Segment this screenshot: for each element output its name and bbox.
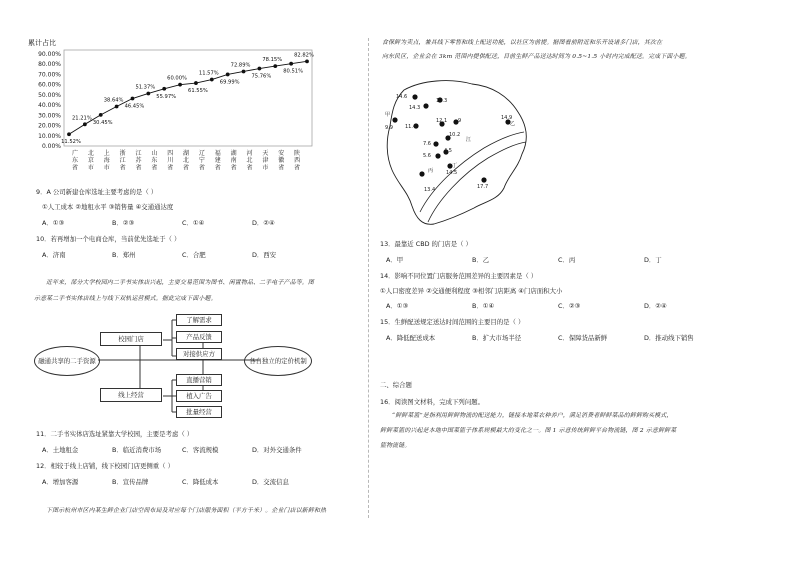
chart-x-tick-9: 福建省 xyxy=(214,150,221,172)
chart-x-tick-13: 安徽省 xyxy=(278,150,285,172)
chart-point-1 xyxy=(83,122,87,126)
diagram-box-online: 线上经营 xyxy=(100,388,162,402)
chart-point-7 xyxy=(178,83,182,87)
map-river-lower xyxy=(428,142,526,222)
q9-option-b[interactable]: B．②③ xyxy=(112,219,135,227)
chart-x-tick-3: 浙江省 xyxy=(119,150,126,172)
q10-option-c[interactable]: C．合肥 xyxy=(182,251,206,259)
q13-option-d[interactable]: D．丁 xyxy=(644,256,662,264)
chart-x-tick-0: 广东省 xyxy=(71,150,79,172)
chart-y-tick-2: 20.00% xyxy=(38,122,61,130)
column-divider xyxy=(368,38,369,518)
diagram-item-bulk: 批量经营 xyxy=(176,406,222,418)
q12-stem: 12．相较于线上店铺，线下校园门店更侧重（ ） xyxy=(36,462,174,470)
chart-point-label-1: 21.21% xyxy=(71,115,92,122)
q9-option-a[interactable]: A．①③ xyxy=(42,219,65,227)
q14-option-c[interactable]: C．②③ xyxy=(558,302,581,310)
passage1-line1: 近年来，部分大学校园内二手书实体店兴起，主要交易范围为图书、闲置物品、二手电子产品等。图 xyxy=(46,280,314,286)
q14-option-b[interactable]: B．①④ xyxy=(472,302,495,310)
chart-x-tick-12: 天津市 xyxy=(262,150,269,172)
q13-stem: 13．最靠近 CBD 的门店是（ ） xyxy=(380,240,472,248)
q15-option-b[interactable]: B．扩大市场半径 xyxy=(472,334,522,342)
store-dot-4 xyxy=(392,117,397,122)
passage-continued-line2: 向东民区，企业会在 3km 范围内提供配送，目前生鲜产品送达时间为 0.5~1.5 小时内完成配送。完成下面小题。 xyxy=(382,54,691,60)
chart-y-tick-8: 80.00% xyxy=(38,61,61,69)
diagram-item-supplier: 对接供应方 xyxy=(176,348,222,360)
chart-point-label-10: 69.99% xyxy=(219,79,240,86)
chart-x-tick-2: 上海市 xyxy=(103,150,110,172)
chart-point-label-4: 46.45% xyxy=(124,103,145,110)
chart-x-tick-8: 辽宁省 xyxy=(198,150,205,172)
q12-option-d[interactable]: D．交流信息 xyxy=(252,478,289,486)
q10-option-a[interactable]: A．济南 xyxy=(42,251,66,259)
map-value-10: 5.6 xyxy=(423,153,431,159)
q14-items: ①人口密度差异 ②交通便利程度 ③相邻门店距离 ④门店面积大小 xyxy=(380,287,563,295)
chart-x-tick-1: 北京市 xyxy=(87,150,94,172)
chart-point-label-9: 11.57% xyxy=(198,70,219,77)
chart-x-tick-6: 四川省 xyxy=(167,150,174,172)
q12-option-b[interactable]: B．宣传品牌 xyxy=(112,478,149,486)
q9-stem: 9．A 公司新建仓库选址主要考虑的是（ ） xyxy=(36,188,158,196)
map-label-jia: 甲 xyxy=(385,112,391,118)
map-value-2: 10.3 xyxy=(436,98,448,104)
q13-option-b[interactable]: B．乙 xyxy=(472,256,490,264)
map-value-15: 14.9 xyxy=(501,115,513,121)
chart-y-tick-3: 30.00% xyxy=(38,112,61,120)
store-dot-14 xyxy=(481,177,486,182)
chart-point-label-7: 60.00% xyxy=(167,75,187,82)
q15-option-d[interactable]: D．推动线下销售 xyxy=(644,334,694,342)
diagram-ellipse-shared-resources: 融通共享的二手资源 xyxy=(34,346,100,376)
chart-point-label-0: 11.52% xyxy=(61,139,81,146)
chart-point-8 xyxy=(194,81,198,85)
store-dot-3 xyxy=(423,103,428,108)
q9-items: ①人工成本 ②地租水平 ③销售量 ④交通通达度 xyxy=(42,203,174,211)
chart-point-label-15: 82.82% xyxy=(294,52,314,59)
q11-stem: 11．二手书实体店选址紧靠大学校园，主要是考虑（ ） xyxy=(36,430,194,438)
q13-option-a[interactable]: A．甲 xyxy=(386,256,404,264)
map-value-3: 14.3 xyxy=(409,105,421,111)
store-dot-13 xyxy=(419,171,424,176)
chart-point-2 xyxy=(99,113,103,117)
q15-stem: 15．生鲜配送规定送达时间范围的主要目的是（ ） xyxy=(380,318,525,326)
q13-option-c[interactable]: C．丙 xyxy=(558,256,576,264)
diagram-item-understand-demand: 了解需求 xyxy=(176,314,222,326)
chart-point-14 xyxy=(289,62,293,66)
map-label-yi: 乙 xyxy=(510,121,516,127)
chart-y-tick-7: 70.00% xyxy=(38,71,61,79)
q10-stem: 10．若再增加一个电商仓库，当前优先选址于（ ） xyxy=(36,235,181,243)
store-dot-1 xyxy=(412,94,417,99)
diagram-item-product-feedback: 产品反馈 xyxy=(176,331,222,343)
chart-x-tick-5: 山东省 xyxy=(151,150,158,172)
chart-point-10 xyxy=(226,73,230,77)
chart-point-3 xyxy=(115,105,119,109)
passage2: 下图示杭州市区内某生鲜企业门店空间布局及对应每个门店服务面积（平方千米）。企业门店以新鲜和热 xyxy=(46,508,327,514)
map-value-8: 10.2 xyxy=(449,132,461,138)
chart-point-label-8: 61.55% xyxy=(188,88,208,95)
chart-point-0 xyxy=(67,132,71,136)
chart-point-9 xyxy=(210,78,214,82)
q11-option-c[interactable]: C．客流规模 xyxy=(182,446,219,454)
q15-option-a[interactable]: A．降低配送成本 xyxy=(386,334,436,342)
chart-y-tick-4: 40.00% xyxy=(38,102,61,110)
map-city-boundary xyxy=(387,81,526,225)
chart-point-5 xyxy=(146,92,150,96)
map-label-bing: 丙 xyxy=(428,168,434,174)
chart-y-tick-0: 0.00% xyxy=(41,143,61,150)
chart-point-15 xyxy=(305,59,309,63)
chart-point-label-6: 55.97% xyxy=(156,93,177,100)
diagram-item-livestream: 直播营销 xyxy=(176,374,222,386)
map-value-12: 14.5 xyxy=(446,170,458,176)
map-value-5: 11.4 xyxy=(405,124,417,130)
map-value-14: 17.7 xyxy=(477,184,489,190)
q10-option-b[interactable]: B．郑州 xyxy=(112,251,136,259)
map-value-6: 12.1 xyxy=(436,118,448,124)
map-label-ding: 丁 xyxy=(452,163,458,169)
q16-line3: 篮物流链。 xyxy=(380,443,411,449)
q11-option-d[interactable]: D．对外交通条件 xyxy=(252,446,302,454)
chart-point-label-3: 38.64% xyxy=(103,97,124,104)
chart-x-tick-4: 江苏省 xyxy=(135,150,142,172)
q9-option-c[interactable]: C．①④ xyxy=(182,219,205,227)
chart-point-label-12: 75.76% xyxy=(251,73,272,80)
q12-option-a[interactable]: A．增加客源 xyxy=(42,478,79,486)
map-value-1: 14.6 xyxy=(396,94,408,100)
passage-continued-line1: 食保鲜为卖点，兼具线下零售和线上配送功能，以社区为前提。据图看前附近和乐开设诸多门店，其次在 xyxy=(382,40,663,46)
q12-option-c[interactable]: C．降低成本 xyxy=(182,478,219,486)
map-value-9: 7.6 xyxy=(423,141,431,147)
q11-option-b[interactable]: B．临近消费市场 xyxy=(112,446,162,454)
chart-point-label-13: 78.15% xyxy=(262,57,283,64)
chart-point-label-11: 72.89% xyxy=(230,62,251,69)
map-value-13: 13.4 xyxy=(424,187,436,193)
map-value-7: 9 xyxy=(458,118,462,124)
chart-y-tick-1: 10.00% xyxy=(38,132,61,140)
cumulative-share-chart xyxy=(22,36,322,202)
passage1-line2: 示意某二手书实体店线上与线下双轨运营模式。据此完成下面小题。 xyxy=(34,296,217,302)
chart-x-tick-10: 湖南省 xyxy=(230,150,237,172)
store-dot-9 xyxy=(433,141,438,146)
chart-point-label-14: 80.51% xyxy=(283,68,304,75)
chart-x-tick-7: 湖北省 xyxy=(183,150,190,172)
map-value-4: 9.9 xyxy=(385,125,393,131)
chart-point-4 xyxy=(131,97,135,101)
diagram-ellipse-pricing: 各自独立的定价机制 xyxy=(244,346,312,376)
q11-option-a[interactable]: A．土地租金 xyxy=(42,446,79,454)
q16-line1: “鲜鲜菜篮”是指利用鲜鲜物流的配送能力，链接本地菜农种养户，满足消费者鲜鲜菜品的鲜鲜购买模式， xyxy=(392,413,673,419)
chart-point-13 xyxy=(273,64,277,68)
map-value-11: 4.5 xyxy=(444,148,452,154)
q16-line2: 鲜鲜菜篮的兴起是本地中国菜篮子体系规模最大的变化之一。图 1 示意传统鲜鲜平台物流链，图 2 示意鲜鲜菜 xyxy=(380,428,677,434)
q10-option-d[interactable]: D．西安 xyxy=(252,251,277,259)
chart-y-tick-9: 90.00% xyxy=(38,51,61,58)
store-dot-10 xyxy=(435,153,440,158)
diagram-box-campus-store: 校园门店 xyxy=(100,332,162,346)
q16-stem: 16．阅读图文材料，完成下列问题。 xyxy=(380,398,484,406)
q14-stem: 14．影响不同位置门店服务范围差异的主要因素是（ ） xyxy=(380,272,538,280)
diagram-item-ad-placement: 植入广告 xyxy=(176,390,222,402)
chart-y-axis-title: 累计占比 xyxy=(28,39,56,47)
section-2-heading: 二、综合题 xyxy=(380,381,412,389)
chart-x-tick-14: 陕西省 xyxy=(294,150,301,172)
q14-option-d[interactable]: D．②④ xyxy=(644,302,667,310)
map-label-river: 江 xyxy=(466,137,472,143)
q15-option-c[interactable]: C．保障货品新鲜 xyxy=(558,334,608,342)
q14-option-a[interactable]: A．①③ xyxy=(386,302,409,310)
chart-point-6 xyxy=(162,87,166,91)
chart-point-11 xyxy=(242,70,246,74)
chart-point-label-2: 30.45% xyxy=(92,119,113,126)
chart-y-tick-6: 60.00% xyxy=(38,81,61,89)
chart-y-tick-5: 50.00% xyxy=(38,91,61,99)
chart-point-12 xyxy=(258,67,262,71)
chart-x-tick-11: 河北省 xyxy=(246,150,253,172)
q9-option-d[interactable]: D．②④ xyxy=(252,219,275,227)
chart-point-label-5: 51.37% xyxy=(135,84,156,91)
